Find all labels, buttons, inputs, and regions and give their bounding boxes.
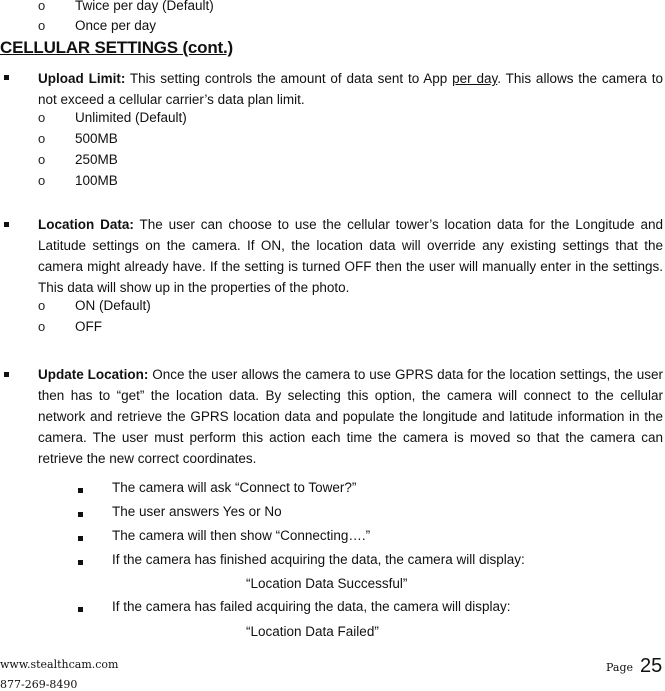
- bullet-square-icon: [78, 488, 83, 493]
- step-finished: If the camera has finished acquiring the data, the camera will display:: [112, 552, 525, 567]
- upload-limit-text-end: . This allows the camera to not exceed a cellular carrier’s data plan limit.: [38, 71, 663, 107]
- upload-limit-paragraph: [38, 68, 663, 110]
- option-off: OFF: [75, 319, 102, 334]
- bullet-circle-icon: o: [38, 131, 46, 146]
- step-connecting: The camera will then show “Connecting….”: [112, 528, 371, 543]
- bullet-square-icon: [78, 560, 83, 565]
- footer-website: www.stealthcam.com: [0, 658, 119, 671]
- page-number: 25: [640, 655, 663, 677]
- upload-limit-label: Upload Limit:: [38, 71, 126, 86]
- update-location-paragraph: [38, 364, 663, 469]
- option-twice-per-day: Twice per day (Default): [75, 0, 214, 13]
- step-connect-to-tower: The camera will ask “Connect to Tower?”: [112, 480, 357, 495]
- bullet-circle-icon: o: [38, 298, 46, 313]
- bullet-square-icon: [78, 536, 83, 541]
- bullet-circle-icon: o: [38, 18, 46, 33]
- upload-limit-text: This setting controls the amount of data sent to App: [125, 71, 453, 86]
- option-once-per-day: Once per day: [75, 18, 157, 33]
- step-user-answers: The user answers Yes or No: [112, 504, 282, 519]
- option-on: ON (Default): [75, 298, 151, 313]
- per-day-underlined: per day: [452, 71, 498, 86]
- update-location-text: Once the user allows the camera to use GPRS data for the location settings, the user then has to “get” the location data. By selecting this option, the camera will connect to the cellular network and retrieve the GPRS location data and populate the longitude and latitude information in the camera. The user must perform this action each time the camera is moved so that the camera can retrieve the new correct coordinates.: [38, 367, 663, 466]
- bullet-circle-icon: o: [38, 152, 46, 167]
- bullet-square-icon: [4, 75, 9, 80]
- bullet-circle-icon: o: [38, 319, 46, 334]
- message-success: “Location Data Successful”: [246, 576, 408, 591]
- location-data-paragraph: [38, 214, 663, 298]
- option-unlimited: Unlimited (Default): [75, 110, 187, 125]
- bullet-circle-icon: o: [38, 110, 46, 125]
- option-250mb: 250MB: [75, 152, 118, 167]
- bullet-square-icon: [4, 372, 9, 377]
- location-data-text: The user can choose to use the cellular tower’s location data for the Longitude and Latitude settings on the camera. If ON, the location data will override any existing settings that the camera might already have. If the setting is turned OFF then the user will manually enter in the settings. This data will show up in the properties of the photo.: [38, 217, 663, 295]
- bullet-square-icon: [4, 222, 9, 227]
- bullet-square-icon: [78, 607, 83, 612]
- update-location-label: Update Location:: [38, 367, 149, 382]
- footer-page-label: Page: [606, 661, 634, 674]
- option-100mb: 100MB: [75, 173, 118, 188]
- bullet-square-icon: [78, 512, 83, 517]
- message-failed: “Location Data Failed”: [246, 624, 379, 639]
- footer-phone: 877-269-8490: [0, 678, 78, 691]
- step-failed: If the camera has failed acquiring the data, the camera will display:: [112, 599, 511, 614]
- bullet-circle-icon: o: [38, 173, 46, 188]
- section-heading: CELLULAR SETTINGS (cont.): [0, 38, 233, 57]
- location-data-label: Location Data:: [38, 217, 134, 232]
- option-500mb: 500MB: [75, 131, 118, 146]
- bullet-circle-icon: o: [38, 0, 46, 13]
